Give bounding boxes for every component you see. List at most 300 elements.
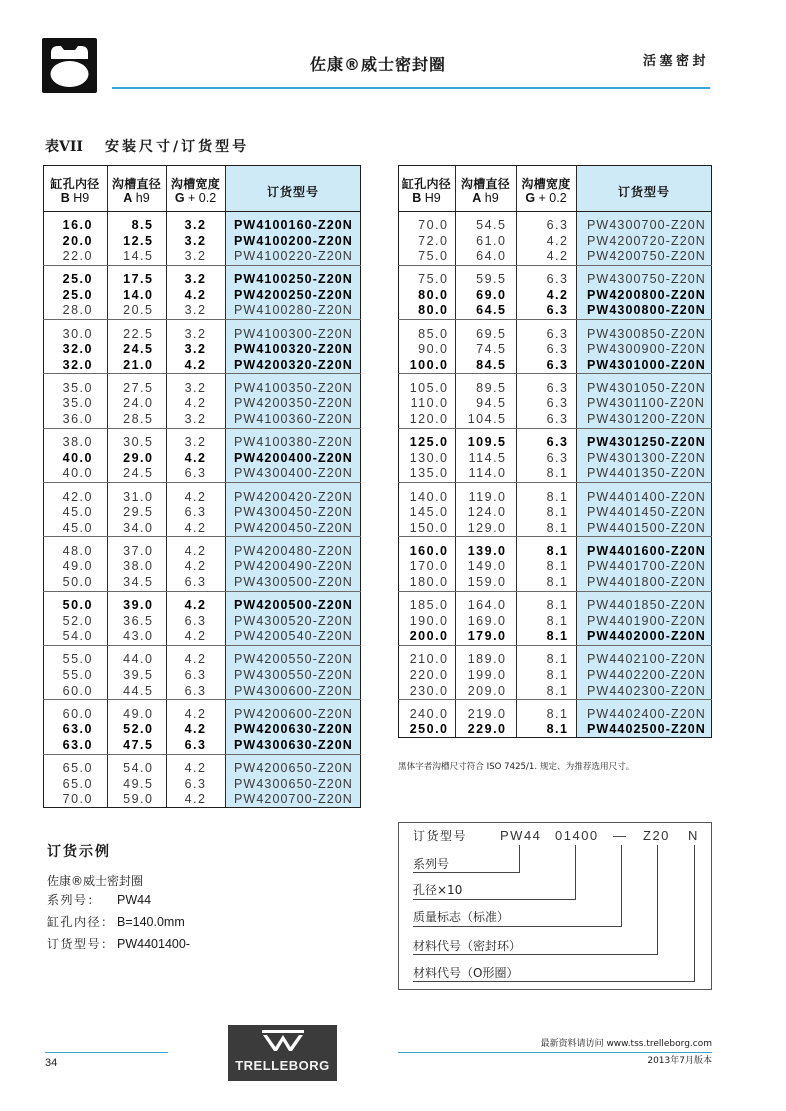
part-number-cell: PW4300900-Z20N: [587, 342, 706, 357]
part-number-cell: PW4100220-Z20N: [234, 249, 353, 264]
bore-diameter-cell: 55.0: [62, 652, 93, 667]
part-number-cell: PW4301100-Z20N: [587, 396, 705, 411]
groove-width-cell: 8.1: [546, 489, 569, 504]
groove-diameter-cell: 29.0: [123, 450, 154, 465]
groove-diameter-cell: 114.5: [468, 450, 507, 465]
groove-width-cell: 3.2: [184, 326, 207, 341]
order-code-oring-material: N: [688, 828, 699, 843]
groove-diameter-cell: 44.5: [123, 683, 154, 698]
table-rule: [43, 211, 361, 212]
table-row: [398, 249, 712, 265]
bore-diameter-cell: 120.0: [409, 412, 449, 427]
table-row: [398, 559, 712, 575]
table-row: [398, 707, 712, 723]
table-row: [398, 684, 712, 700]
bore-diameter-cell: 210.0: [409, 652, 449, 667]
column-symbol: A: [123, 191, 133, 205]
groove-width-cell: 6.3: [546, 450, 569, 465]
footer-rule-right: [398, 1052, 712, 1053]
bore-diameter-cell: 40.0: [62, 466, 93, 481]
table-row-group: [43, 374, 361, 428]
groove-width-cell: 4.2: [184, 543, 207, 558]
groove-width-cell: 4.2: [184, 706, 207, 721]
groove-width-cell: 6.3: [546, 380, 569, 395]
groove-width-cell: 6.3: [546, 326, 569, 341]
bore-diameter-cell: 240.0: [409, 706, 449, 721]
table-rule: [43, 428, 361, 429]
table-rule: [43, 699, 361, 700]
groove-diameter-cell: 149.0: [467, 559, 507, 574]
groove-width-cell: 6.3: [184, 466, 207, 481]
table-rule: [398, 265, 712, 266]
groove-diameter-cell: 31.0: [123, 489, 154, 504]
groove-width-cell: 4.2: [184, 598, 207, 613]
groove-width-cell: 4.2: [184, 722, 207, 737]
order-example-product: 佐康®威士密封圈: [47, 874, 144, 888]
groove-width-cell: 4.2: [546, 249, 569, 264]
table-row: [398, 466, 712, 482]
groove-diameter-cell: 24.5: [123, 342, 154, 357]
bore-diameter-cell: 185.0: [409, 598, 449, 613]
part-number-cell: PW4300550-Z20N: [234, 667, 353, 682]
part-number-cell: PW4301300-Z20N: [587, 450, 706, 465]
column-name: 沟槽宽度: [521, 177, 571, 191]
table-rule: [516, 165, 517, 738]
page-title: 佐康®威士密封圈: [309, 55, 446, 74]
groove-width-cell: 6.3: [546, 357, 569, 372]
table-row: [43, 652, 361, 668]
table-header-row: [398, 165, 712, 211]
groove-diameter-cell: 37.0: [123, 543, 154, 558]
bore-diameter-cell: 75.0: [418, 272, 449, 287]
column-tolerance: h9: [132, 191, 150, 205]
table-row-group: [43, 320, 361, 374]
groove-width-cell: 6.3: [184, 574, 207, 589]
order-example-label: 缸孔内径：: [47, 915, 115, 929]
groove-diameter-cell: 89.5: [476, 380, 507, 395]
part-number-cell: PW4402200-Z20N: [587, 667, 706, 682]
groove-width-cell: 6.3: [546, 435, 569, 450]
column-header-groove-diameter: [107, 165, 166, 211]
bore-diameter-cell: 20.0: [62, 233, 93, 248]
groove-width-cell: 4.2: [184, 761, 207, 775]
table-row: [43, 358, 361, 374]
order-example-label: 订货型号：: [47, 937, 115, 951]
table-rule: [43, 165, 361, 166]
table-rule: [43, 645, 361, 646]
connector-line: [413, 954, 658, 955]
bore-diameter-cell: 32.0: [62, 357, 93, 372]
groove-width-cell: 4.2: [184, 629, 207, 644]
groove-width-cell: 6.3: [546, 218, 569, 232]
trelleborg-emblem-icon: [262, 1030, 304, 1052]
column-tolerance: h9: [481, 191, 499, 205]
groove-width-cell: 8.1: [546, 683, 569, 698]
groove-diameter-cell: 49.0: [123, 706, 154, 721]
groove-width-cell: 6.3: [184, 737, 207, 752]
column-symbol: B: [412, 191, 422, 205]
column-tolerance: H9: [421, 191, 441, 205]
table-row: [398, 598, 712, 614]
bore-diameter-cell: 60.0: [62, 706, 93, 721]
column-header-groove-diameter: [455, 165, 516, 211]
table-row-group: [398, 591, 712, 645]
bore-diameter-cell: 50.0: [62, 574, 93, 589]
bore-diameter-cell: 55.0: [62, 667, 93, 682]
groove-diameter-cell: 28.5: [123, 412, 154, 427]
part-number-cell: PW4200500-Z20N: [234, 598, 353, 613]
bore-diameter-cell: 22.0: [62, 249, 93, 264]
part-number-cell: PW4200540-Z20N: [234, 629, 353, 644]
groove-diameter-cell: 17.5: [123, 272, 154, 287]
table-rule: [43, 482, 361, 483]
part-number-cell: PW4300650-Z20N: [234, 776, 353, 791]
table-row: [43, 614, 361, 630]
part-number-cell: PW4100320-Z20N: [234, 342, 353, 357]
groove-diameter-cell: 124.0: [467, 505, 507, 520]
table-rule: [107, 165, 108, 808]
groove-diameter-cell: 43.0: [123, 629, 154, 644]
table-rule: [398, 536, 712, 537]
table-row-group: [398, 483, 712, 537]
column-tolerance: + 0.2: [535, 191, 567, 205]
part-number-cell: PW4100280-Z20N: [234, 303, 353, 318]
trelleborg-logo: [228, 1025, 337, 1081]
header-rule: [112, 87, 710, 89]
bore-diameter-cell: 80.0: [418, 287, 449, 302]
bore-diameter-cell: 135.0: [409, 466, 449, 481]
table-rule: [166, 165, 167, 808]
groove-width-cell: 6.3: [184, 613, 207, 628]
groove-diameter-cell: 94.5: [476, 396, 507, 411]
groove-diameter-cell: 129.0: [467, 520, 507, 535]
groove-width-cell: 3.2: [184, 435, 207, 450]
bore-diameter-cell: 230.0: [409, 683, 449, 698]
order-example-line: [47, 892, 247, 908]
table-row: [43, 288, 361, 304]
column-header-bore: [398, 165, 455, 211]
table-row-group: [398, 211, 712, 265]
table-title: 安装尺寸/订货型号: [105, 139, 250, 155]
table-row-group: [43, 211, 361, 265]
column-name: 缸孔内径: [401, 177, 452, 191]
table-rule: [398, 319, 712, 320]
table-row: [43, 218, 361, 234]
groove-diameter-cell: 219.0: [467, 706, 507, 721]
table-row: [398, 381, 712, 397]
bore-diameter-cell: 85.0: [418, 326, 449, 341]
column-symbol: B: [60, 191, 70, 205]
groove-width-cell: 6.3: [546, 272, 569, 287]
table-row: [43, 629, 361, 645]
table-row: [398, 435, 712, 451]
part-number-cell: PW4200420-Z20N: [234, 489, 353, 504]
groove-width-cell: 6.3: [184, 776, 207, 791]
groove-diameter-cell: 159.0: [467, 574, 507, 589]
bore-diameter-cell: 65.0: [62, 776, 93, 791]
groove-diameter-cell: 114.0: [468, 466, 507, 481]
table-row-group: [398, 428, 712, 482]
bore-diameter-cell: 28.0: [62, 303, 93, 318]
column-symbol-line: [43, 191, 107, 205]
table-rule: [398, 165, 399, 738]
table-row: [398, 544, 712, 560]
table-rule: [398, 737, 712, 738]
groove-width-cell: 8.1: [546, 543, 569, 558]
part-number-cell: PW4200320-Z20N: [234, 357, 353, 372]
part-number-cell: PW4401800-Z20N: [587, 574, 706, 589]
groove-diameter-cell: 209.0: [467, 683, 507, 698]
bore-diameter-cell: 36.0: [62, 412, 93, 427]
table-row: [398, 490, 712, 506]
groove-width-cell: 8.1: [546, 466, 569, 481]
connector-line: [519, 845, 520, 872]
bore-diameter-cell: 90.0: [418, 342, 449, 357]
table-row: [398, 234, 712, 250]
table-row: [398, 722, 712, 738]
groove-width-cell: 8.1: [546, 574, 569, 589]
column-symbol-line: [516, 191, 576, 205]
part-number-cell: PW4100300-Z20N: [234, 326, 353, 341]
bore-diameter-cell: 35.0: [62, 380, 93, 395]
groove-diameter-cell: 69.0: [476, 287, 507, 302]
install-table-right: [398, 165, 712, 738]
part-number-cell: PW4401500-Z20N: [587, 520, 706, 535]
bore-diameter-cell: 100.0: [409, 357, 449, 372]
bore-diameter-cell: 25.0: [62, 287, 93, 302]
order-example-line: [47, 936, 247, 952]
bore-diameter-cell: 75.0: [418, 249, 449, 264]
table-row-group: [398, 265, 712, 319]
part-number-cell: PW4300400-Z20N: [234, 466, 353, 481]
table-rule: [43, 265, 361, 266]
order-code-legend: 系列号: [413, 857, 450, 871]
table-rule: [43, 591, 361, 592]
table-rule: [576, 165, 577, 738]
groove-diameter-cell: 14.5: [123, 249, 154, 264]
table-header-row: [43, 165, 361, 211]
table-row: [398, 396, 712, 412]
bore-diameter-cell: 150.0: [409, 520, 449, 535]
part-number-cell: PW4401450-Z20N: [587, 505, 706, 520]
table-row: [398, 412, 712, 428]
table-row: [398, 218, 712, 234]
groove-width-cell: 6.3: [184, 505, 207, 520]
part-number-cell: PW4402000-Z20N: [587, 629, 706, 644]
bore-diameter-cell: 45.0: [62, 505, 93, 520]
table-row: [43, 792, 361, 808]
groove-diameter-cell: 84.5: [476, 357, 507, 372]
part-number-cell: PW4200750-Z20N: [587, 249, 706, 264]
groove-width-cell: 4.2: [184, 652, 207, 667]
groove-diameter-cell: 22.5: [123, 326, 154, 341]
table-row: [43, 684, 361, 700]
part-number-cell: PW4301000-Z20N: [587, 357, 706, 372]
groove-diameter-cell: 54.5: [476, 218, 507, 232]
table-row: [43, 466, 361, 482]
table-rule: [398, 165, 712, 166]
groove-diameter-cell: 30.5: [123, 435, 154, 450]
groove-width-cell: 4.2: [184, 520, 207, 535]
groove-width-cell: 3.2: [184, 412, 207, 427]
groove-width-cell: 6.3: [546, 303, 569, 318]
bore-diameter-cell: 145.0: [409, 505, 449, 520]
groove-diameter-cell: 47.5: [123, 737, 154, 752]
column-name: 缸孔内径: [50, 177, 100, 191]
bore-diameter-cell: 45.0: [62, 520, 93, 535]
groove-diameter-cell: 74.5: [476, 342, 507, 357]
connector-line: [413, 926, 622, 927]
table-rule: [711, 165, 712, 738]
part-number-cell: PW4300520-Z20N: [234, 613, 353, 628]
connector-line: [621, 845, 622, 926]
part-number-cell: PW4401400-Z20N: [587, 489, 706, 504]
order-example-value: B=140.0mm: [117, 915, 185, 929]
bore-diameter-cell: 25.0: [62, 272, 93, 287]
table-row: [398, 358, 712, 374]
table-row: [398, 303, 712, 319]
order-example-label: 系列号：: [47, 893, 102, 907]
bore-diameter-cell: 30.0: [62, 326, 93, 341]
column-header-groove-width: [516, 165, 576, 211]
part-number-cell: PW4402100-Z20N: [587, 652, 706, 667]
table-row: [43, 381, 361, 397]
groove-diameter-cell: 49.5: [123, 776, 154, 791]
part-number-cell: PW4200550-Z20N: [234, 652, 353, 667]
table-row: [43, 707, 361, 723]
connector-line: [575, 845, 576, 899]
column-header-part-number: [576, 165, 712, 211]
table-rule: [455, 165, 456, 738]
part-number-cell: PW4401900-Z20N: [587, 613, 706, 628]
bore-diameter-cell: 110.0: [410, 396, 449, 411]
groove-width-cell: 4.2: [184, 396, 207, 411]
table-row-group: [43, 265, 361, 319]
bore-diameter-cell: 60.0: [62, 683, 93, 698]
groove-diameter-cell: 169.0: [467, 613, 507, 628]
table-rule: [43, 165, 44, 808]
table-row: [43, 342, 361, 358]
groove-diameter-cell: 20.5: [123, 303, 154, 318]
groove-width-cell: 4.2: [184, 559, 207, 574]
bore-diameter-cell: 70.0: [62, 792, 93, 807]
order-code-label: 订货型号: [413, 829, 468, 843]
table-rule: [398, 428, 712, 429]
table-row: [43, 559, 361, 575]
table-row-group: [398, 645, 712, 699]
groove-width-cell: 8.1: [546, 629, 569, 644]
section-category: 活塞密封: [643, 54, 710, 69]
table-row: [398, 521, 712, 537]
part-number-cell: PW4301250-Z20N: [587, 435, 706, 450]
column-symbol-line: [107, 191, 166, 205]
part-number-cell: PW4200650-Z20N: [234, 761, 353, 775]
table-row: [43, 249, 361, 265]
order-code-legend: 材料代号（密封环）: [413, 939, 522, 953]
bore-diameter-cell: 170.0: [409, 559, 449, 574]
table-row: [43, 490, 361, 506]
part-number-cell: PW4300450-Z20N: [234, 505, 353, 520]
table-row: [43, 327, 361, 343]
table-row: [43, 575, 361, 591]
part-number-cell: PW4200400-Z20N: [234, 450, 353, 465]
part-number-cell: PW4200490-Z20N: [234, 559, 353, 574]
groove-diameter-cell: 21.0: [123, 357, 154, 372]
connector-line: [413, 981, 695, 982]
bore-diameter-cell: 72.0: [418, 233, 449, 248]
groove-width-cell: 6.3: [546, 412, 569, 427]
table-row-group: [398, 374, 712, 428]
table-row: [398, 614, 712, 630]
groove-width-cell: 8.1: [546, 598, 569, 613]
table-row-group: [43, 537, 361, 591]
part-number-cell: PW4100200-Z20N: [234, 233, 353, 248]
order-example-title: 订货示例: [47, 844, 111, 860]
groove-width-cell: 8.1: [546, 505, 569, 520]
groove-diameter-cell: 104.5: [467, 412, 507, 427]
page-number: 34: [45, 1057, 58, 1069]
part-number-cell: PW4300630-Z20N: [234, 737, 353, 752]
bore-diameter-cell: 40.0: [62, 450, 93, 465]
bore-diameter-cell: 32.0: [62, 342, 93, 357]
column-symbol: A: [472, 191, 482, 205]
groove-width-cell: 8.1: [546, 706, 569, 721]
part-number-cell: PW4100160-Z20N: [234, 218, 353, 232]
part-number-cell: PW4300600-Z20N: [234, 683, 353, 698]
website-note: 最新资料请访问 www.tss.trelleborg.com: [540, 1039, 712, 1049]
table-rule: [43, 754, 361, 755]
part-number-cell: PW4200630-Z20N: [234, 722, 353, 737]
table-row: [398, 327, 712, 343]
table-row-group: [43, 591, 361, 645]
groove-diameter-cell: 12.5: [123, 233, 154, 248]
connector-line: [413, 872, 520, 873]
groove-diameter-cell: 34.0: [123, 520, 154, 535]
table-row: [43, 396, 361, 412]
groove-width-cell: 6.3: [546, 396, 569, 411]
groove-diameter-cell: 64.0: [476, 249, 507, 264]
bore-diameter-cell: 80.0: [418, 303, 449, 318]
groove-diameter-cell: 44.0: [123, 652, 154, 667]
groove-width-cell: 3.2: [184, 272, 207, 287]
groove-diameter-cell: 119.0: [468, 489, 507, 504]
table-rule: [398, 699, 712, 700]
order-code-legend: 孔径×10: [413, 883, 463, 897]
table-rule: [398, 591, 712, 592]
groove-diameter-cell: 61.0: [476, 233, 507, 248]
part-number-cell: PW4402500-Z20N: [587, 722, 706, 737]
column-header-part-number: [225, 165, 361, 211]
groove-diameter-cell: 29.5: [123, 505, 154, 520]
order-code-series: PW44: [500, 828, 542, 843]
bore-diameter-cell: 16.0: [62, 218, 93, 232]
part-number-cell: PW4100250-Z20N: [234, 272, 353, 287]
groove-width-cell: 3.2: [184, 303, 207, 318]
bore-diameter-cell: 38.0: [62, 435, 93, 450]
column-name: 沟槽直径: [460, 177, 511, 191]
table-row: [398, 272, 712, 288]
groove-diameter-cell: 59.0: [123, 792, 154, 807]
table-row: [43, 272, 361, 288]
groove-width-cell: 3.2: [184, 218, 207, 232]
table-rule: [360, 165, 361, 808]
table-rule: [398, 373, 712, 374]
column-name: 订货型号: [617, 185, 670, 199]
part-number-cell: PW4300700-Z20N: [587, 218, 706, 232]
table-row: [43, 412, 361, 428]
bore-diameter-cell: 105.0: [409, 380, 449, 395]
bore-diameter-cell: 42.0: [62, 489, 93, 504]
